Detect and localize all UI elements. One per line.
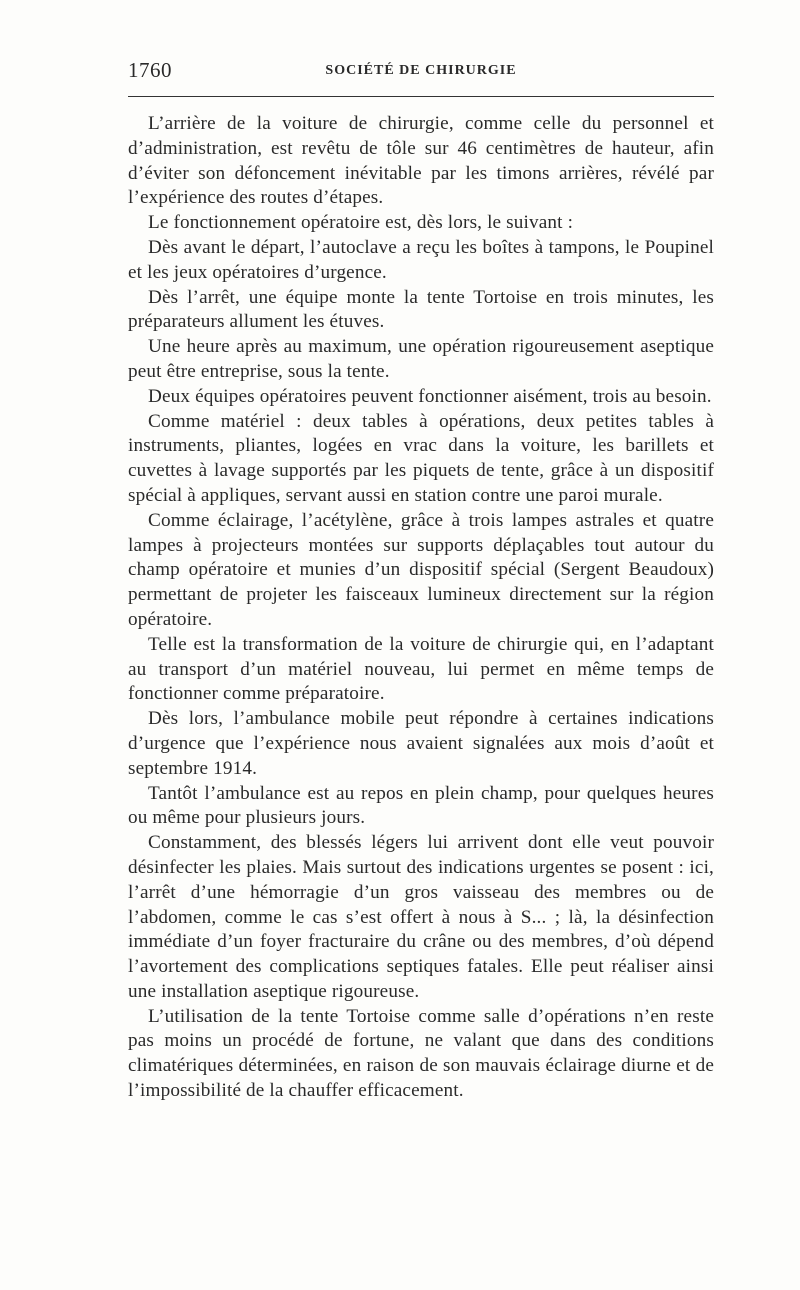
paragraph: Deux équipes opératoires peuvent fonctionner aisément, trois au besoin.: [148, 385, 712, 407]
paragraph: Dès lors, l’ambulance mobile peut répondre à certaines indications d’urgence que l’expérience nous avaient signalées aux mois d’août et septembre 1914.: [128, 708, 714, 779]
paragraph: Une heure après au maximum, une opération rigoureusement aseptique peut être entreprise, sous la tente.: [128, 336, 714, 382]
paragraph: Telle est la transformation de la voiture de chirurgie qui, en l’adaptant au transport d’un matériel nouveau, lui permet en même temps de fonctionner comme préparatoire.: [128, 633, 714, 705]
paragraph: Comme éclairage, l’acétylène, grâce à trois lampes astrales et quatre lampes à projecteurs montées sur supports déplaçables tout autour du champ opératoire et munies d’un dispositif spécial (Sergent Beaudoux) permettant de projeter les faisceaux lumineux directement sur la région opératoire.: [128, 509, 714, 630]
body-text: [128, 112, 714, 1104]
page-header: [128, 56, 714, 92]
paragraph: Le fonctionnement opératoire est, dès lors, le suivant :: [148, 212, 574, 234]
paragraph: Comme matériel : deux tables à opérations, deux petites tables à instruments, pliantes, logées en vrac dans la voiture, les barillets et cuvettes à lavage supportés par les piquets de tente, grâce à un dispositif spécial à appliques, servant aussi en station contre une paroi murale.: [128, 410, 714, 506]
paragraph: Dès avant le départ, l’autoclave a reçu les boîtes à tampons, le Poupinel et les jeux opératoires d’urgence.: [128, 236, 714, 283]
paragraph: L’utilisation de la tente Tortoise comme salle d’opérations n’en reste pas moins un procédé de fortune, ne valant que dans des conditions climatériques déterminées, en raison de son mauvais éclairage diurne et de l’impossibilité de la chauffer efficacement.: [128, 1005, 714, 1102]
paragraph: L’arrière de la voiture de chirurgie, comme celle du personnel et d’administration, est revêtu de tôle sur 46 centimètres de hauteur, afin d’éviter son défoncement inévitable par les timons arrières, révélé par l’expérience des routes d’étapes.: [128, 113, 714, 209]
page-number: 1760: [128, 58, 172, 82]
paragraph: Dès l’arrêt, une équipe monte la tente Tortoise en trois minutes, les préparateurs allument les étuves.: [128, 286, 714, 333]
header-divider: [128, 96, 714, 97]
paragraph: Constamment, des blessés légers lui arrivent dont elle veut pouvoir désinfecter les plaies. Mais surtout des indications urgentes se posent : ici, l’arrêt d’une hémorragie d’un gros vaisseau des membres ou de l’abdomen, comme le cas s’est offert à nous à S... ; là, la désinfection immédiate d’un foyer fracturaire du crâne ou des membres, d’où dépend l’avortement des complications septiques fatales. Elle peut réaliser ainsi une installation aseptique rigoureuse.: [128, 832, 714, 1002]
running-title: SOCIÉTÉ DE CHIRURGIE: [325, 63, 517, 78]
paragraph: Tantôt l’ambulance est au repos en plein champ, pour quelques heures ou même pour plusieurs jours.: [128, 782, 714, 829]
